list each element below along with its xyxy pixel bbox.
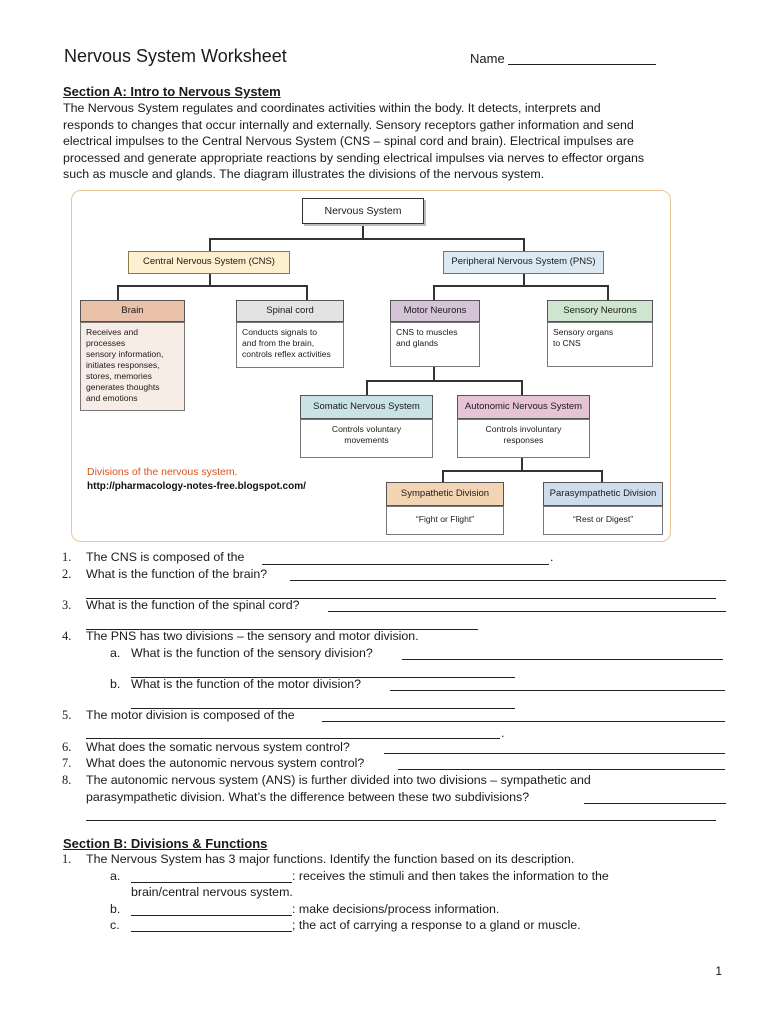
section-b-question-1-text: The Nervous System has 3 major functions. Identify the function based on its description. [86, 852, 575, 866]
diagram-root-box: Nervous System [302, 198, 424, 224]
name-field[interactable] [508, 64, 656, 65]
diagram-brain-header: Brain [80, 300, 185, 322]
diagram-pns-box: Peripheral Nervous System (PNS) [443, 251, 604, 274]
question-number: 3. [62, 598, 72, 612]
question-number: a. [110, 869, 121, 883]
answer-blank[interactable] [322, 721, 725, 722]
diagram-cns-box: Central Nervous System (CNS) [128, 251, 290, 274]
answer-blank[interactable] [398, 769, 725, 770]
diagram-caption: Divisions of the nervous system. [87, 466, 238, 478]
paragraph-line: responds to changes that occur internally and externally. Sensory receptors gather information and send [63, 117, 634, 132]
question-number: 7. [62, 756, 72, 770]
diagram-source-url: http://pharmacology-notes-free.blogspot.com/ [87, 481, 306, 492]
answer-blank[interactable] [131, 915, 292, 916]
section-b-b-text: : make decisions/process information. [292, 902, 500, 916]
section-a-paragraph [63, 100, 723, 183]
answer-blank[interactable] [384, 753, 725, 754]
answer-blank[interactable] [584, 803, 726, 804]
answer-blank[interactable] [86, 820, 716, 821]
question-number: 2. [62, 567, 72, 581]
question-number: 6. [62, 740, 72, 754]
question-4a-text: What is the function of the sensory division? [131, 646, 373, 660]
question-1-text: The CNS is composed of the [86, 550, 245, 564]
diagram-sympathetic-header: Sympathetic Division [386, 482, 504, 506]
question-number: 4. [62, 629, 72, 643]
question-number: c. [110, 918, 120, 932]
answer-blank[interactable] [131, 931, 292, 932]
diagram-sensory-body: Sensory organs to CNS [547, 322, 653, 367]
section-b-a-text2: brain/central nervous system. [131, 885, 293, 899]
diagram-brain-body: Receives and processes sensory information, initiates responses, stores, memories generates thoughts and emotions [80, 322, 185, 411]
question-number: b. [110, 677, 121, 691]
paragraph-line: electrical impulses to the Central Nervous System (CNS – spinal cord and brain). Electrical impulses are [63, 134, 634, 149]
diagram-autonomic-body: Controls involuntary responses [457, 419, 590, 458]
question-number: b. [110, 902, 121, 916]
question-number: 1. [62, 852, 72, 866]
diagram-autonomic-header: Autonomic Nervous System [457, 395, 590, 419]
question-6-text: What does the somatic nervous system control? [86, 740, 350, 754]
question-number: 8. [62, 773, 72, 787]
question-8-text-line1: The autonomic nervous system (ANS) is further divided into two divisions – sympathetic and [86, 773, 591, 787]
worksheet-title: Nervous System Worksheet [64, 46, 287, 66]
answer-blank[interactable] [86, 738, 500, 739]
question-number: 1. [62, 550, 72, 564]
question-5-end: . [501, 726, 505, 740]
diagram-sensory-header: Sensory Neurons [547, 300, 653, 322]
answer-blank[interactable] [290, 580, 726, 581]
answer-blank[interactable] [328, 611, 726, 612]
section-b-c-text: ; the act of carrying a response to a gland or muscle. [292, 918, 581, 932]
diagram-parasympathetic-header: Parasympathetic Division [543, 482, 663, 506]
question-4-text: The PNS has two divisions – the sensory and motor division. [86, 629, 419, 643]
question-1-end: . [550, 550, 554, 564]
question-number: a. [110, 646, 121, 660]
diagram-spinal-body: Conducts signals to and from the brain, controls reflex activities [236, 322, 344, 368]
question-7-text: What does the autonomic nervous system control? [86, 756, 365, 770]
diagram-somatic-body: Controls voluntary movements [300, 419, 433, 458]
section-b-heading: Section B: Divisions & Functions [63, 836, 268, 851]
question-number: 5. [62, 708, 72, 722]
answer-blank[interactable] [390, 690, 725, 691]
paragraph-line: such as muscle and glands. The diagram illustrates the divisions of the nervous system. [63, 167, 545, 182]
diagram-spinal-header: Spinal cord [236, 300, 344, 322]
section-b-a-text: : receives the stimuli and then takes the information to the [292, 869, 609, 883]
diagram-sympathetic-body: “Fight or Flight” [386, 506, 504, 535]
paragraph-line: processed and generate appropriate reactions by sending electrical impulses via nerves to effector organs [63, 150, 645, 165]
paragraph-line: The Nervous System regulates and coordinates activities within the body. It detects, interprets and [63, 101, 601, 115]
answer-blank[interactable] [262, 564, 549, 565]
question-5-text: The motor division is composed of the [86, 708, 295, 722]
diagram-somatic-header: Somatic Nervous System [300, 395, 433, 419]
page-number: 1 [715, 964, 722, 978]
diagram-motor-body: CNS to muscles and glands [390, 322, 480, 367]
name-label: Name [470, 51, 505, 66]
section-a-heading: Section A: Intro to Nervous System [63, 84, 281, 99]
answer-blank[interactable] [402, 659, 723, 660]
diagram-motor-header: Motor Neurons [390, 300, 480, 322]
question-4b-text: What is the function of the motor division? [131, 677, 362, 691]
answer-blank[interactable] [131, 882, 292, 883]
question-2-text: What is the function of the brain? [86, 567, 268, 581]
question-3-text: What is the function of the spinal cord? [86, 598, 300, 612]
question-8-text-line2: parasympathetic division. What’s the difference between these two subdivisions? [86, 790, 530, 804]
diagram-parasympathetic-body: “Rest or Digest” [543, 506, 663, 535]
